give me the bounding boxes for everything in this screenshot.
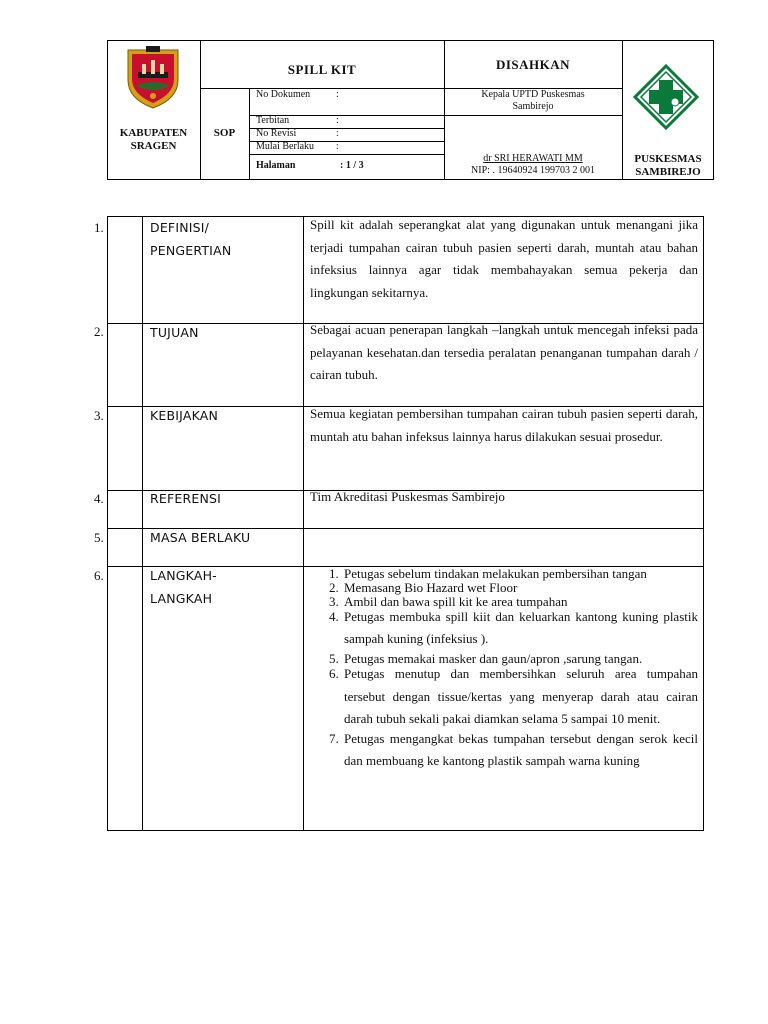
step-item: 6. Petugas menutup dan membersihkan seluruh area tumpahan tersebut dengan tissue/kertas yang menyerap darah atau cairan darah tubuh sekali pakai diamkan selama 5 sampai 10 menit. — [342, 663, 698, 731]
step-item: 4. Petugas membuka spill kiit dan keluarkan kantong kuning plastik sampah kuning (infeksius ). — [342, 606, 698, 650]
row-number: 2. — [94, 324, 104, 339]
step-item: 3. Ambil dan bawa spill kit ke area tumpahan — [342, 595, 698, 609]
kabupaten-label: KABUPATEN SRAGEN — [119, 127, 188, 152]
sop-label: SOP — [213, 127, 236, 139]
step-item: 2. Memasang Bio Hazard wet Floor — [342, 581, 698, 595]
kabupaten-sragen-logo — [124, 46, 182, 110]
row-number: 3. — [94, 408, 104, 423]
section-content-tujuan: Sebagai acuan penerapan langkah –langkah untuk mencegah infeksi pada pelayanan kesehatan.dan tersedia peralatan penanganan tumpahan darah / cairan tubuh. — [310, 322, 698, 382]
field-no-dokumen: No Dokumen : — [256, 89, 339, 100]
step-item: 5. Petugas memakai masker dan gaun/apron ,sarung tangan. — [342, 652, 698, 666]
document-title: SPILL KIT — [287, 62, 357, 77]
row-number: 1. — [94, 220, 104, 235]
section-content-referensi: Tim Akreditasi Puskesmas Sambirejo — [310, 489, 505, 504]
section-title-langkah: LANGKAH- LANGKAH — [150, 568, 217, 606]
row-number: 4. — [94, 491, 104, 506]
steps-list-container — [306, 567, 698, 773]
row-number: 5. — [94, 530, 104, 545]
approver-name: dr SRI HERAWATI MM — [483, 153, 583, 164]
section-title-kebijakan: KEBIJAKAN — [150, 408, 219, 423]
row-number: 6. — [94, 568, 104, 583]
section-title-masa-berlaku: MASA BERLAKU — [150, 530, 251, 545]
section-title-tujuan: TUJUAN — [150, 325, 199, 340]
steps-list — [306, 567, 698, 773]
approver-role: Kepala UPTD Puskesmas Sambirejo — [481, 89, 585, 112]
approver-nip: NIP: . 19640924 199703 2 001 — [471, 165, 595, 176]
section-title-definisi: DEFINISI/ PENGERTIAN — [150, 220, 232, 258]
section-content-kebijakan: Semua kegiatan pembersihan tumpahan cairan tubuh pasien seperti darah, muntah atu bahan infeksus lainnya harus dilakukan sesuai prosedur. — [310, 406, 698, 444]
puskesmas-logo — [633, 64, 699, 130]
field-terbitan: Terbitan : — [256, 115, 339, 126]
field-no-revisi: No Revisi : — [256, 128, 339, 139]
section-content-definisi: Spill kit adalah seperangkat alat yang digunakan untuk menangani jika terjadi tumpahan cairan tubuh pasien seperti darah, muntah atau bahan infeksius lainnya agar tidak membahayakan semua pekerja dan lingkungan sekitarnya. — [310, 217, 698, 300]
puskesmas-label: PUSKESMAS SAMBIREJO — [634, 153, 702, 178]
section-title-referensi: REFERENSI — [150, 491, 222, 506]
field-halaman: Halaman : 1 / 3 — [256, 160, 364, 171]
step-item: 7. Petugas mengangkat bekas tumpahan tersebut dengan serok kecil dan membuang ke kantong plastik sampah warna kuning — [342, 728, 698, 773]
field-mulai-berlaku: Mulai Berlaku : — [256, 141, 339, 152]
approval-title: DISAHKAN — [495, 57, 571, 72]
step-item: 1. Petugas sebelum tindakan melakukan pembersihan tangan — [342, 567, 698, 581]
